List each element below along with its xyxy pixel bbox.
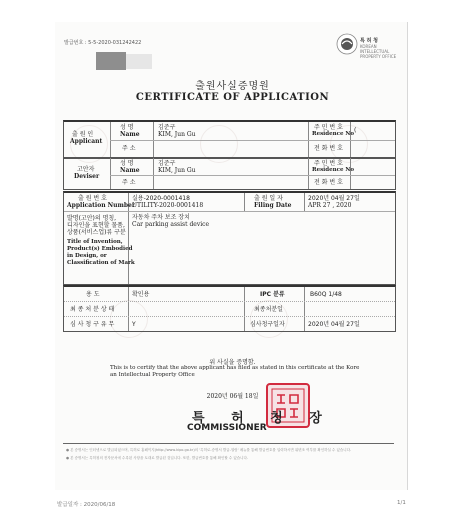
deviser-name-en: KIM, Jun Gu <box>158 167 196 174</box>
name-label-ko: 성 명 <box>120 160 134 167</box>
certify-statement-en-1: This is to certify that the above applicant has filed as stated in this certificate at the Kore <box>110 365 360 371</box>
app-number-label-ko: 출 원 번 호 <box>78 195 107 202</box>
barcode-block <box>126 54 152 69</box>
deviser-label-ko: 고안자 <box>77 166 95 173</box>
address-label: 주 소 <box>122 179 136 186</box>
ipc-value: B60Q 1/48 <box>310 291 342 298</box>
resident-label-ko: 주 민 번 호 <box>314 160 343 167</box>
app-number-en: UTILITY-2020-0001418 <box>132 202 204 209</box>
kipo-logo-icon <box>336 33 358 55</box>
title-label-en-2: Product(s) Embodied <box>67 246 133 252</box>
issue-number: 발급번호 : 5-5-2020-031242422 <box>64 40 142 46</box>
name-label-en: Name <box>120 167 140 174</box>
exam-date-label: 심사청구일자 <box>250 321 285 328</box>
office-mark-sub: KOREAN INTELLECTUAL PROPERTY OFFICE <box>360 44 397 59</box>
certify-statement-en-2: an Intellectual Property Office <box>110 372 195 378</box>
use-label: 용 도 <box>86 291 100 298</box>
barcode-block <box>96 52 126 70</box>
applicant-section <box>63 120 396 159</box>
issue-date: 2020년 06월 18일 <box>206 393 259 400</box>
title-label-ko-1: 발명(고안)의 명칭, <box>67 215 117 222</box>
ipc-label: IPC 분류 <box>260 291 285 298</box>
name-label-ko: 성 명 <box>120 124 134 131</box>
bottom-issue-date: 발급일자 : 2020/06/18 <box>57 502 116 508</box>
invention-title-ko: 자동차 주차 보조 장치 <box>132 214 190 221</box>
filing-date-en: APR 27 , 2020 <box>308 202 352 209</box>
deviser-name-ko: 김준구 <box>158 160 176 167</box>
commissioner-title-ko: 특 허 청 장 <box>192 411 333 426</box>
application-section <box>63 191 396 285</box>
use-value: 확인용 <box>132 291 150 298</box>
exam-date-value: 2020년 04월 27일 <box>308 321 360 328</box>
resident-label-en: Residence No <box>312 167 355 173</box>
applicant-name-en: KIM, Jun Gu <box>158 131 196 138</box>
certify-statement-ko: 위 사실을 증명함. <box>209 359 256 366</box>
final-status-label: 최 종 처 분 상 태 <box>70 306 115 313</box>
title-label-en-4: Classification of Mark <box>67 260 135 266</box>
name-label-en: Name <box>120 131 140 138</box>
resident-label-ko: 주 민 번 호 <box>314 124 343 131</box>
filing-label-ko: 출 원 일 자 <box>254 195 283 202</box>
phone-label: 전 화 번 호 <box>314 179 343 186</box>
address-label: 주 소 <box>122 145 136 152</box>
phone-label: 전 화 번 호 <box>314 145 343 152</box>
final-date-label: 최종처분일 <box>254 306 283 313</box>
filing-label-en: Filing Date <box>254 202 292 209</box>
resident-value: ( <box>354 127 357 134</box>
applicant-label-ko: 출 원 인 <box>72 131 94 138</box>
filing-date-ko: 2020년 04월 27일 <box>308 195 360 202</box>
app-number-label-en: Application Number <box>67 202 136 209</box>
invention-title-en: Car parking assist device <box>132 221 210 228</box>
deviser-section <box>63 157 396 190</box>
title-label-ko-3: 상품(서비스업)류 구분 <box>67 229 126 236</box>
applicant-label-en: Applicant <box>70 138 103 145</box>
resident-label-en: Residence No <box>312 131 355 137</box>
exam-request-label: 심 사 청 구 유 무 <box>70 321 115 328</box>
app-number-ko: 실용-2020-0001418 <box>132 195 190 202</box>
deviser-label-en: Deviser <box>74 173 100 180</box>
title-label-en-3: in Design, or <box>67 253 107 259</box>
applicant-name-ko: 김준구 <box>158 124 176 131</box>
status-section <box>63 285 396 332</box>
title-english: CERTIFICATE OF APPLICATION <box>135 92 330 103</box>
footer-note-1: ● 본 증명서는 인터넷으로 발급되었으며, 특허로 홈페이지(http://www.kipo.go.kr)의 '특허로-증명서 발급-열람' 메뉴를 통해 발급번호를 입력하시면 위변조 여부를 확인하실 수 있습니다. <box>66 448 352 452</box>
title-label-en-1: Title of Invention, <box>67 239 123 245</box>
title-label-ko-2: 디자인을 표현할 물품, <box>67 222 125 229</box>
office-mark: 특 허 청 <box>360 38 378 44</box>
commissioner-title-en: COMMISSIONER <box>187 423 267 433</box>
footer-note-2: ● 본 증명서는 특허청의 전자문서에 수록된 사항을 토대로 발급된 것입니다. 또한, 발급번호를 통해 확인할 수 있습니다. <box>66 456 248 460</box>
title-korean: 출원사실증명원 <box>195 81 270 92</box>
page-number: 1/1 <box>397 500 406 506</box>
exam-request-value: Y <box>132 321 136 328</box>
